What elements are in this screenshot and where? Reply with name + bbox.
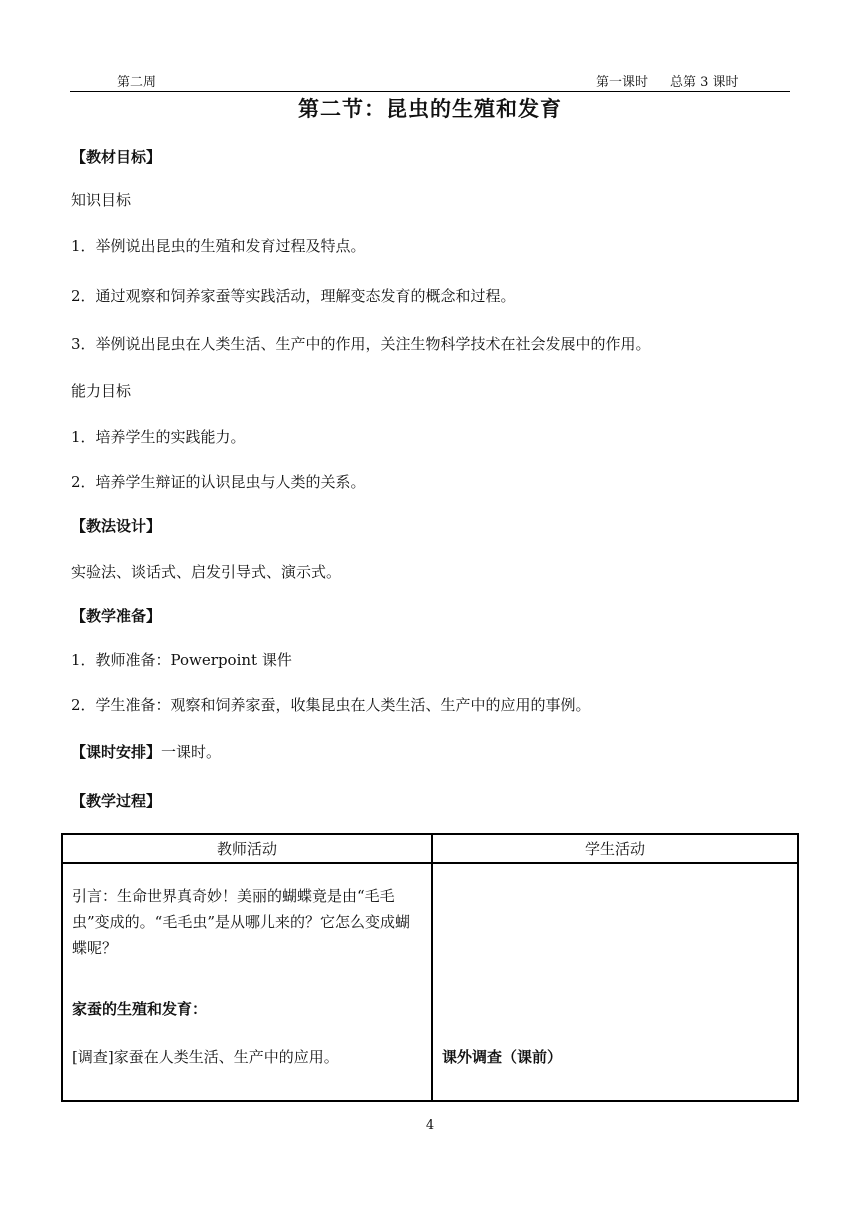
ability-item-2: 2．培养学生辩证的认识昆虫与人类的关系。 [71, 473, 366, 491]
teacher-survey: [调查]家蚕在人类生活、生产中的应用。 [72, 1048, 339, 1066]
teacher-column-header: 教师活动 [62, 834, 432, 863]
teacher-activity-cell [62, 863, 432, 1101]
student-column-header: 学生活动 [432, 834, 798, 863]
student-survey: 课外调查（课前） [442, 1048, 563, 1066]
knowledge-item-1: 1．举例说出昆虫的生殖和发育过程及特点。 [71, 237, 366, 255]
prep-heading: 【教学准备】 [71, 607, 162, 625]
goals-heading: 【教材目标】 [71, 148, 162, 166]
teacher-subheading: 家蚕的生殖和发育： [72, 1000, 208, 1018]
page-number: 4 [425, 1118, 435, 1133]
prep-item-2: 2．学生准备：观察和饲养家蚕，收集昆虫在人类生活、生产中的应用的事例。 [71, 696, 591, 714]
schedule-heading: 【课时安排】 [71, 743, 162, 761]
page-title: 第二节：昆虫的生殖和发育 [298, 96, 562, 121]
header-week: 第二周 [117, 75, 157, 90]
teacher-intro: 引言：生命世界真奇妙！美丽的蝴蝶竟是由“毛毛虫”变成的。“毛毛虫”是从哪儿来的？它怎么变成蝴蝶呢？ [72, 887, 411, 957]
knowledge-label: 知识目标 [71, 191, 132, 209]
header-total: 总第 3 课时 [670, 75, 739, 90]
prep-item-1: 1．教师准备：Powerpoint 课件 [71, 651, 292, 669]
method-text: 实验法、谈话式、启发引导式、演示式。 [71, 563, 342, 581]
ability-label: 能力目标 [71, 382, 132, 400]
method-heading: 【教法设计】 [71, 517, 162, 535]
ability-item-1: 1．培养学生的实践能力。 [71, 428, 246, 446]
knowledge-item-2: 2．通过观察和饲养家蚕等实践活动，理解变态发育的概念和过程。 [71, 287, 516, 305]
header-lesson: 第一课时 [596, 75, 649, 90]
schedule-line [71, 741, 221, 762]
table-row [62, 863, 798, 1101]
process-heading: 【教学过程】 [71, 792, 162, 810]
schedule-text: 一课时。 [161, 743, 222, 761]
process-table [61, 833, 799, 1102]
header-lesson-info [596, 71, 739, 90]
table-header-row [62, 834, 798, 863]
student-activity-cell [432, 863, 798, 1101]
header-rule [70, 91, 790, 92]
knowledge-item-3: 3．举例说出昆虫在人类生活、生产中的作用，关注生物科学技术在社会发展中的作用。 [71, 335, 651, 353]
